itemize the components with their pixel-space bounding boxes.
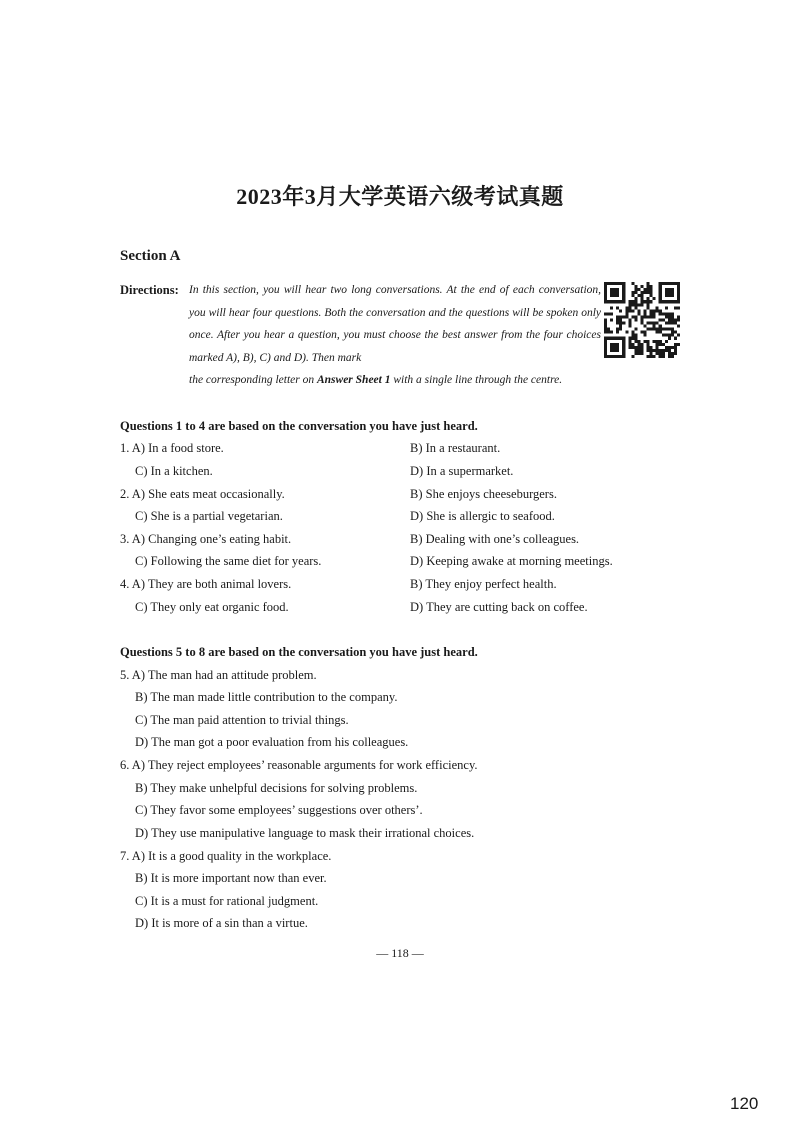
q5-option-c: C) The man paid attention to trivial things. — [135, 713, 349, 727]
directions-line: conversation, you will hear four questions. Both the conversation and the — [189, 284, 602, 319]
page-number: — 118 — — [376, 946, 424, 960]
directions-line: questions will be spoken only once. After you hear a question, you must choose — [189, 306, 602, 342]
q6-option-a: 6. A) They reject employees’ reasonable arguments for work efficiency. — [120, 758, 478, 772]
qr-code-icon — [604, 282, 680, 358]
q6-option-c: C) They favor some employees’ suggestions over others’. — [135, 803, 423, 817]
q1-option-b: B) In a restaurant. — [410, 441, 501, 455]
q1-option-a: 1. A) In a food store. — [120, 441, 224, 455]
q5-option-b: B) The man made little contribution to the company. — [135, 690, 398, 704]
corner-page-number: 120 — [730, 1094, 759, 1113]
q3-option-c: C) Following the same diet for years. — [135, 554, 322, 568]
question-group-heading: Questions 5 to 8 are based on the conversation you have just heard. — [120, 645, 478, 659]
q6-option-b: B) They make unhelpful decisions for solving problems. — [135, 781, 418, 795]
q4-option-d: D) They are cutting back on coffee. — [410, 600, 588, 614]
q3-option-b: B) Dealing with one’s colleagues. — [410, 532, 580, 546]
q6-option-d: D) They use manipulative language to mask their irrational choices. — [135, 826, 475, 840]
q2-option-d: D) She is allergic to seafood. — [410, 509, 555, 523]
directions-last-line: the corresponding letter on Answer Sheet 1 with a single line through the centre. — [189, 374, 563, 387]
q3-option-a: 3. A) Changing one’s eating habit. — [120, 532, 292, 546]
directions-text — [189, 279, 601, 392]
directions-line: In this section, you will hear two long conversations. At the end of each — [189, 284, 535, 296]
q2-option-c: C) She is a partial vegetarian. — [135, 509, 283, 523]
q2-option-b: B) She enjoys cheeseburgers. — [410, 487, 557, 501]
q7-option-c: C) It is a must for rational judgment. — [135, 894, 319, 908]
q3-option-d: D) Keeping awake at morning meetings. — [410, 554, 613, 568]
q4-option-b: B) They enjoy perfect health. — [410, 577, 557, 591]
question-group-heading: Questions 1 to 4 are based on the conversation you have just heard. — [120, 419, 478, 433]
q1-option-c: C) In a kitchen. — [135, 464, 213, 478]
q5-option-a: 5. A) The man had an attitude problem. — [120, 668, 317, 682]
q5-option-d: D) The man got a poor evaluation from his colleagues. — [135, 735, 409, 749]
q4-option-c: C) They only eat organic food. — [135, 600, 289, 614]
answer-sheet-emphasis: Answer Sheet 1 — [316, 374, 391, 387]
section-heading: Section A — [120, 248, 181, 264]
q1-option-d: D) In a supermarket. — [410, 464, 514, 478]
q2-option-a: 2. A) She eats meat occasionally. — [120, 487, 285, 501]
q7-option-b: B) It is more important now than ever. — [135, 871, 327, 885]
q7-option-d: D) It is more of a sin than a virtue. — [135, 916, 308, 930]
directions-label: Directions: — [120, 283, 179, 297]
q7-option-a: 7. A) It is a good quality in the workplace. — [120, 849, 332, 863]
exam-title: 2023年3月大学英语六级考试真题 — [236, 184, 564, 209]
directions-line: the best answer from the four choices marked A), B), C) and D). Then mark — [189, 329, 601, 364]
q4-option-a: 4. A) They are both animal lovers. — [120, 577, 292, 591]
